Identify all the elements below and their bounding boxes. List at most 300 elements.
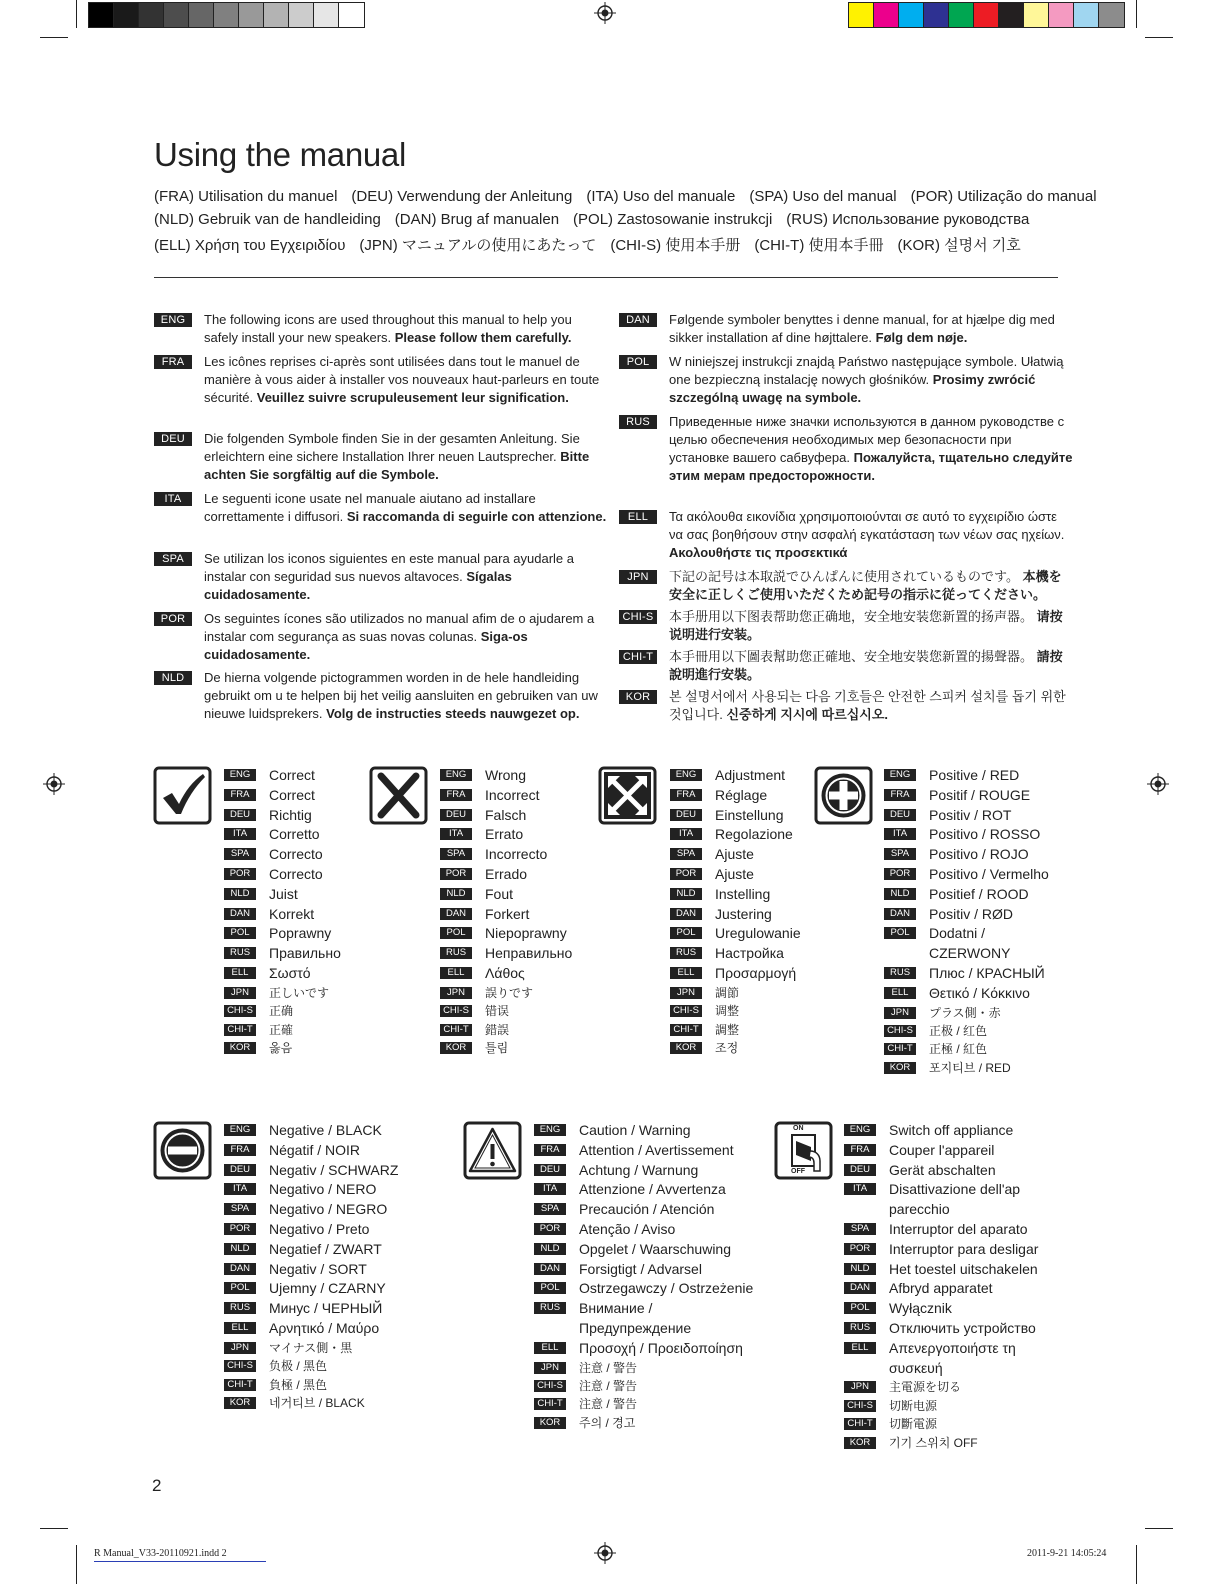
- intro-paragraph: [154, 353, 609, 407]
- legend-label: 調節: [715, 985, 740, 1000]
- language-tag: POL: [884, 927, 916, 939]
- language-tag: ENG: [224, 769, 256, 781]
- language-tag: SPA: [154, 552, 192, 566]
- footer-timestamp: 2011-9-21 14:05:24: [1027, 1548, 1107, 1559]
- legend-label: Korrekt: [269, 905, 315, 922]
- title-translation: (NLD) Gebruik van de handleiding: [154, 211, 381, 228]
- language-tag: DEU: [534, 1164, 566, 1176]
- legend-label: Dodatni /: [929, 925, 986, 942]
- legend-label: Αρνητικό / Μαύρο: [269, 1319, 380, 1336]
- legend-label: Απενεργοποιήστε τη: [889, 1339, 1016, 1356]
- language-tag: FRA: [154, 355, 192, 369]
- language-tag: SPA: [440, 848, 472, 860]
- title-translation: (ITA) Uso del manuale: [586, 188, 736, 205]
- intro-text-body: 本手册用以下图表帮助您正确地，安全地安装您新置的扬声器。: [669, 609, 1037, 624]
- page-title: Using the manual: [154, 136, 407, 173]
- intro-text-body: Se utilizan los iconos siguientes en este manual para ayudarle a instalar con seguridad sus nuevos altavoces.: [204, 551, 575, 584]
- intro-text: [669, 648, 1074, 684]
- language-tag: POL: [844, 1302, 876, 1314]
- legend-label: Negativo / Preto: [269, 1220, 370, 1237]
- registration-mark-icon: [594, 1542, 616, 1564]
- language-tag: NLD: [440, 888, 472, 900]
- legend-label: Correct: [269, 767, 315, 783]
- intro-paragraph: [619, 311, 1074, 347]
- language-tag: ENG: [670, 769, 702, 781]
- legend-label: Niepoprawny: [485, 925, 567, 942]
- legend-label: Negativo / NERO: [269, 1181, 377, 1198]
- process-swatch: [1074, 3, 1099, 27]
- intro-text: [204, 610, 609, 664]
- legend-label: Внимание /: [579, 1300, 653, 1317]
- grayscale-swatch: [189, 3, 214, 27]
- intro-text: [669, 568, 1074, 604]
- intro-text-emphasis: Følg dem nøje.: [875, 330, 968, 345]
- title-translation: (RUS) Использование руководства: [786, 211, 1030, 228]
- language-tag: POR: [844, 1243, 876, 1255]
- legend-label: Incorrect: [485, 786, 540, 803]
- intro-paragraph: [619, 353, 1074, 407]
- section-divider: [154, 277, 1058, 278]
- legend-label: 主電源を切る: [889, 1380, 962, 1395]
- grayscale-swatch: [114, 3, 139, 27]
- language-tag: ITA: [884, 828, 916, 840]
- intro-paragraph: [154, 430, 609, 484]
- language-tag: POL: [224, 1282, 256, 1294]
- language-tag: DEU: [154, 432, 192, 446]
- legend-label: Positivo / ROJO: [929, 846, 1029, 863]
- language-tag: KOR: [224, 1397, 256, 1409]
- language-tag: DEU: [670, 809, 702, 821]
- language-tag: KOR: [619, 690, 657, 704]
- language-tag: NLD: [224, 888, 256, 900]
- legend-label: Προσαρμογή: [715, 964, 797, 981]
- process-swatch: [849, 3, 874, 27]
- legend-label: Negatief / ZWART: [269, 1240, 382, 1257]
- intro-text-body: W niniejszej instrukcji znajdą Państwo następujące symbole. Ułatwią one bezpieczną instalację nowych głośników.: [669, 354, 1064, 387]
- language-tag: POL: [670, 927, 702, 939]
- intro-text: [204, 490, 609, 526]
- language-tag: FRA: [224, 789, 256, 801]
- language-tag: RUS: [224, 947, 256, 959]
- legend-label: Σωστό: [269, 964, 311, 981]
- legend-label: Errado: [485, 865, 528, 882]
- language-tag: ITA: [224, 1183, 256, 1195]
- legend-label: 注意 / 警告: [579, 1360, 638, 1375]
- language-tag: ITA: [154, 492, 192, 506]
- language-tag: POL: [534, 1282, 566, 1294]
- language-tag: RUS: [619, 415, 657, 429]
- legend-label: 正确: [269, 1004, 294, 1019]
- legend-label: Wrong: [485, 767, 526, 783]
- language-tag: KOR: [534, 1417, 566, 1429]
- title-translations-line: [154, 188, 1111, 205]
- language-tag: RUS: [844, 1322, 876, 1334]
- legend-label: Προσοχή / Προειδοποίηση: [579, 1339, 743, 1356]
- language-tag: POR: [884, 868, 916, 880]
- intro-paragraph: [154, 610, 609, 664]
- language-tag: DEU: [224, 1164, 256, 1176]
- intro-paragraph: [619, 413, 1074, 485]
- language-tag: POR: [670, 868, 702, 880]
- language-tag: ELL: [884, 987, 916, 999]
- language-tag: CHI-S: [224, 1360, 256, 1372]
- legend-label: Forsigtigt / Advarsel: [579, 1260, 702, 1277]
- language-tag: CHI-T: [844, 1418, 876, 1430]
- language-tag: CHI-S: [224, 1005, 256, 1017]
- language-tag: SPA: [534, 1203, 566, 1215]
- intro-text: [669, 608, 1074, 644]
- language-tag: JPN: [534, 1362, 566, 1374]
- legend-label: Negativ / SORT: [269, 1260, 367, 1277]
- language-tag: CHI-S: [440, 1005, 472, 1017]
- legend-label: Réglage: [715, 786, 768, 803]
- switch-off-label: OFF: [791, 1168, 805, 1175]
- language-tag: FRA: [440, 789, 472, 801]
- intro-paragraph: [154, 550, 609, 604]
- language-tag: DEU: [844, 1164, 876, 1176]
- legend-label: Θετικό / Κόκκινο: [929, 984, 1030, 1001]
- legend-label: 조정: [715, 1040, 739, 1055]
- legend-label: Regolazione: [715, 826, 793, 843]
- language-tag: SPA: [224, 848, 256, 860]
- language-tag: JPN: [619, 570, 657, 584]
- intro-text-emphasis: Ακολουθήστε τις προσεκτικά: [669, 545, 848, 560]
- legend-label: プラス側・赤: [929, 1005, 1001, 1020]
- grayscale-swatch: [339, 3, 364, 27]
- language-tag: DAN: [440, 908, 472, 920]
- intro-text-body: Le seguenti icone usate nel manuale aiutano ad installare correttamente i diffusori.: [204, 491, 536, 524]
- intro-text-body: Les icônes reprises ci-après sont utilisées dans tout le manuel de manière à vous aider à installer vos nouveaux haut-parleurs en toute sécurité.: [204, 354, 600, 405]
- legend-label: Correcto: [269, 846, 323, 863]
- legend-label: Ostrzegawczy / Ostrzeżenie: [579, 1280, 754, 1297]
- title-translation: (ELL) Χρήση του Εγχειριδίου: [154, 237, 346, 254]
- registration-mark-icon: [43, 773, 65, 795]
- minus-icon: [153, 1121, 212, 1180]
- legend-label: Interruptor del aparato: [889, 1220, 1028, 1237]
- legend-label: マイナス側・黒: [269, 1340, 353, 1355]
- language-tag: CHI-T: [619, 650, 657, 664]
- intro-paragraph: [619, 568, 1074, 604]
- language-tag: NLD: [670, 888, 702, 900]
- language-tag: CHI-S: [670, 1005, 702, 1017]
- title-translation: (SPA) Uso del manual: [749, 188, 897, 205]
- intro-paragraph: [154, 669, 609, 723]
- language-tag: DAN: [534, 1263, 566, 1275]
- language-tag: KOR: [440, 1042, 472, 1054]
- language-tag: CHI-T: [440, 1024, 472, 1036]
- crop-mark: [40, 37, 68, 38]
- intro-text-emphasis: Siga-os cuidadosamente.: [204, 629, 528, 662]
- intro-text-emphasis: Sígalas cuidadosamente.: [204, 569, 512, 602]
- legend-label: 正しいです: [269, 985, 330, 1000]
- legend-label: 正極 / 紅色: [929, 1042, 988, 1057]
- intro-text: [204, 430, 609, 484]
- legend-label: Positif / ROUGE: [929, 786, 1031, 803]
- language-tag: CHI-T: [884, 1043, 916, 1055]
- title-translation: (KOR) 설명서 기호: [897, 237, 1021, 254]
- language-tag: ENG: [534, 1124, 566, 1136]
- title-translation: (CHI-S) 使用本手册: [610, 237, 741, 254]
- legend-label: Incorrecto: [485, 846, 548, 863]
- legend-label: Poprawny: [269, 925, 332, 942]
- legend-label: Fout: [485, 885, 514, 902]
- intro-text-emphasis: Bitte achten Sie sorgfältig auf die Symbole.: [204, 449, 590, 482]
- legend-label: 切斷電源: [889, 1417, 938, 1432]
- language-tag: FRA: [884, 789, 916, 801]
- language-tag: POR: [534, 1223, 566, 1235]
- legend-label: Correcto: [269, 865, 323, 882]
- legend-label: Juist: [269, 885, 298, 902]
- grayscale-swatch: [89, 3, 114, 27]
- language-tag: POL: [224, 927, 256, 939]
- legend-label: Неправильно: [485, 945, 573, 962]
- legend-label: Switch off appliance: [889, 1122, 1014, 1138]
- legend-label: Λάθος: [485, 964, 525, 981]
- language-tag: CHI-S: [619, 610, 657, 624]
- language-tag: DAN: [224, 1263, 256, 1275]
- language-tag: POL: [440, 927, 472, 939]
- legend-label: 기기 스위치 OFF: [889, 1435, 978, 1450]
- legend-label: Einstellung: [715, 806, 784, 823]
- legend-label: Attenzione / Avvertenza: [579, 1181, 726, 1198]
- legend-label: Positiv / RØD: [929, 905, 1014, 922]
- grayscale-swatch: [264, 3, 289, 27]
- legend-label: Negativo / NEGRO: [269, 1201, 388, 1218]
- legend-label: Positivo / ROSSO: [929, 826, 1041, 843]
- legend-label: 調整: [715, 1022, 740, 1037]
- legend-label: Interruptor para desligar: [889, 1240, 1039, 1257]
- language-tag: SPA: [670, 848, 702, 860]
- intro-text-emphasis: 請按說明進行安裝。: [669, 649, 1063, 682]
- check-mark-icon: [153, 766, 212, 825]
- legend-label: Disattivazione dell'ap: [889, 1181, 1021, 1198]
- crop-mark: [1136, 0, 1137, 28]
- intro-text-body: Приведенные ниже значки используются в данном руководстве с целью обеспечения необходимых мер безопасности при установке вашего сабвуфера.: [669, 414, 1065, 465]
- power-switch-icon: [774, 1121, 833, 1180]
- language-tag: FRA: [844, 1144, 876, 1156]
- language-tag: DAN: [224, 908, 256, 920]
- process-swatch: [874, 3, 899, 27]
- legend-label: Atenção / Aviso: [579, 1220, 676, 1237]
- language-tag: JPN: [670, 987, 702, 999]
- intro-text: [669, 688, 1074, 724]
- intro-paragraph: [619, 648, 1074, 684]
- intro-text: [669, 508, 1074, 562]
- legend-label: Attention / Avertissement: [579, 1141, 734, 1158]
- title-translations-line: [154, 234, 1035, 255]
- legend-label: 负极 / 黑色: [269, 1359, 328, 1374]
- language-tag: JPN: [224, 987, 256, 999]
- language-tag: KOR: [884, 1062, 916, 1074]
- intro-text-emphasis: Si raccomanda di seguirle con attenzione.: [346, 509, 607, 524]
- legend-label: Отключить устройство: [889, 1319, 1036, 1336]
- intro-text-emphasis: 신중하게 지시에 따르십시오.: [726, 707, 889, 722]
- language-tag: NLD: [884, 888, 916, 900]
- intro-text-emphasis: 请按说明进行安装。: [669, 609, 1063, 642]
- intro-paragraph: [154, 311, 609, 347]
- crop-mark: [40, 1528, 68, 1529]
- intro-text: [669, 413, 1074, 485]
- legend-label: Corretto: [269, 826, 320, 843]
- legend-label: Negativ / SCHWARZ: [269, 1161, 399, 1178]
- language-tag: KOR: [670, 1042, 702, 1054]
- title-translation: (CHI-T) 使用本手冊: [754, 237, 884, 254]
- grayscale-swatch: [289, 3, 314, 27]
- language-tag: SPA: [884, 848, 916, 860]
- language-tag: NLD: [154, 671, 192, 685]
- language-tag: ELL: [224, 967, 256, 979]
- title-translations-line: [154, 211, 1043, 228]
- legend-label: Uregulowanie: [715, 925, 801, 942]
- language-tag: JPN: [440, 987, 472, 999]
- language-tag: ELL: [224, 1322, 256, 1334]
- language-tag: POL: [619, 355, 657, 369]
- intro-text-body: De hierna volgende pictogrammen worden in de hele handleiding gebruikt om u te helpen bij het veilig aansluiten en gebruiken van uw nieuwe luidsprekers.: [204, 670, 598, 721]
- legend-label: Caution / Warning: [579, 1122, 691, 1138]
- language-tag: RUS: [670, 947, 702, 959]
- intro-text-body: Følgende symboler benyttes i denne manual, for at hjælpe dig med sikker installation af dine højttalere.: [669, 312, 1055, 345]
- footer-file-name-text: R Manual_V33-20110921.indd 2: [94, 1548, 227, 1559]
- intro-text-body: 下記の記号は本取説でひんぱんに使用されているものです。: [669, 569, 1023, 584]
- language-tag: JPN: [224, 1342, 256, 1354]
- intro-text-emphasis: Veuillez suivre scrupuleusement leur signification.: [256, 390, 569, 405]
- legend-label: 포지티브 / RED: [929, 1060, 1011, 1075]
- process-swatch: [949, 3, 974, 27]
- language-tag: RUS: [534, 1302, 566, 1314]
- language-tag: RUS: [884, 967, 916, 979]
- legend-label: Errato: [485, 826, 524, 843]
- language-tag: ITA: [534, 1183, 566, 1195]
- grayscale-color-bar: [88, 2, 365, 28]
- legend-label: Adjustment: [715, 767, 786, 783]
- legend-label: 錯誤: [485, 1022, 510, 1037]
- language-tag: FRA: [534, 1144, 566, 1156]
- language-tag: DAN: [844, 1282, 876, 1294]
- language-tag: ITA: [844, 1183, 876, 1195]
- intro-text-body: Die folgenden Symbole finden Sie in der gesamten Anleitung. Sie erleichtern eine sichere Installation Ihrer neuen Lautsprecher.: [204, 431, 580, 464]
- legend-label: CZERWONY: [929, 945, 1011, 962]
- legend-label: Afbryd apparatet: [889, 1280, 993, 1297]
- language-tag: POR: [224, 1223, 256, 1235]
- language-tag: ELL: [619, 510, 657, 524]
- intro-text: [204, 311, 609, 347]
- title-translation: (POR) Utilização do manual: [910, 188, 1097, 205]
- title-translation: (POL) Zastosowanie instrukcji: [573, 211, 773, 228]
- crop-mark: [1145, 37, 1173, 38]
- intro-text-body: 본 설명서에서 사용되는 다음 기호들은 안전한 스피커 설치를 돕기 위한 것입니다.: [669, 689, 1066, 722]
- legend-label: Precaución / Atención: [579, 1201, 715, 1218]
- language-tag: SPA: [844, 1223, 876, 1235]
- language-tag: DAN: [619, 313, 657, 327]
- intro-text-body: Os seguintes ícones são utilizados no manual afim de o ajudarem a instalar com segurança as suas novas colunas.: [204, 611, 595, 644]
- process-color-bar: [848, 2, 1125, 28]
- adjustment-arrows-icon: [598, 766, 657, 825]
- legend-label: Positiv / ROT: [929, 806, 1012, 823]
- warning-triangle-icon: [463, 1121, 522, 1180]
- crop-mark: [76, 1545, 77, 1584]
- legend-label: Négatif / NOIR: [269, 1141, 361, 1158]
- language-tag: FRA: [224, 1144, 256, 1156]
- legend-label: 错误: [485, 1004, 510, 1019]
- legend-label: Forkert: [485, 905, 530, 922]
- grayscale-swatch: [164, 3, 189, 27]
- language-tag: ELL: [440, 967, 472, 979]
- language-tag: POR: [154, 612, 192, 626]
- language-tag: DEU: [224, 809, 256, 821]
- legend-label: Justering: [715, 905, 772, 922]
- language-tag: CHI-T: [224, 1024, 256, 1036]
- legend-label: 네거티브 / BLACK: [269, 1395, 365, 1410]
- legend-label: 負極 / 黑色: [269, 1377, 328, 1392]
- grayscale-swatch: [214, 3, 239, 27]
- process-swatch: [899, 3, 924, 27]
- intro-text: [204, 353, 609, 407]
- language-tag: ENG: [224, 1124, 256, 1136]
- title-translation: (DEU) Verwendung der Anleitung: [351, 188, 573, 205]
- intro-paragraph: [619, 608, 1074, 644]
- registration-mark-icon: [1147, 773, 1169, 795]
- intro-text-emphasis: Please follow them carefully.: [394, 330, 572, 345]
- language-tag: ELL: [844, 1342, 876, 1354]
- legend-label: 誤りです: [485, 985, 534, 1000]
- legend-label: 注意 / 警告: [579, 1397, 638, 1412]
- language-tag: DAN: [670, 908, 702, 920]
- legend-label: Positivo / Vermelho: [929, 865, 1049, 882]
- intro-text-emphasis: Volg de instructies steeds nauwgezet op.: [326, 706, 580, 721]
- title-translation: (FRA) Utilisation du manuel: [154, 188, 338, 205]
- language-tag: DAN: [884, 908, 916, 920]
- language-tag: ENG: [154, 313, 192, 327]
- intro-text: [669, 353, 1074, 407]
- legend-label: συσκευή: [889, 1359, 943, 1376]
- legend-label: Achtung / Warnung: [579, 1161, 699, 1178]
- language-tag: ELL: [670, 967, 702, 979]
- legend-label: Правильно: [269, 945, 341, 962]
- legend-label: Richtig: [269, 806, 312, 823]
- legend-label: parecchio: [889, 1201, 950, 1218]
- intro-text-emphasis: 本機を安全に正しくご使用いただくため記号の指示に従ってください。: [669, 569, 1062, 602]
- legend-label: 正確: [269, 1022, 294, 1037]
- intro-text-emphasis: Prosimy zwrócić szczególną uwagę na symbole.: [669, 372, 1036, 405]
- language-tag: CHI-T: [670, 1024, 702, 1036]
- intro-text: [669, 311, 1074, 347]
- process-swatch: [1099, 3, 1124, 27]
- legend-label: Wyłącznik: [889, 1300, 952, 1317]
- legend-label: Ajuste: [715, 846, 754, 863]
- legend-label: Gerät abschalten: [889, 1161, 996, 1178]
- legend-label: Предупреждение: [579, 1319, 692, 1336]
- language-tag: ITA: [670, 828, 702, 840]
- language-tag: CHI-T: [224, 1379, 256, 1391]
- language-tag: CHI-S: [844, 1400, 876, 1412]
- process-swatch: [1024, 3, 1049, 27]
- legend-label: 正极 / 红色: [929, 1023, 988, 1038]
- legend-label: 调整: [715, 1004, 740, 1019]
- language-tag: NLD: [844, 1263, 876, 1275]
- grayscale-swatch: [239, 3, 264, 27]
- process-swatch: [974, 3, 999, 27]
- page-number: 2: [152, 1476, 162, 1495]
- legend-label: Couper l'appareil: [889, 1141, 995, 1158]
- language-tag: DEU: [884, 809, 916, 821]
- language-tag: DEU: [440, 809, 472, 821]
- language-tag: CHI-S: [534, 1380, 566, 1392]
- language-tag: ITA: [224, 828, 256, 840]
- language-tag: JPN: [844, 1381, 876, 1393]
- language-tag: RUS: [440, 947, 472, 959]
- language-tag: KOR: [224, 1042, 256, 1054]
- language-tag: ENG: [440, 769, 472, 781]
